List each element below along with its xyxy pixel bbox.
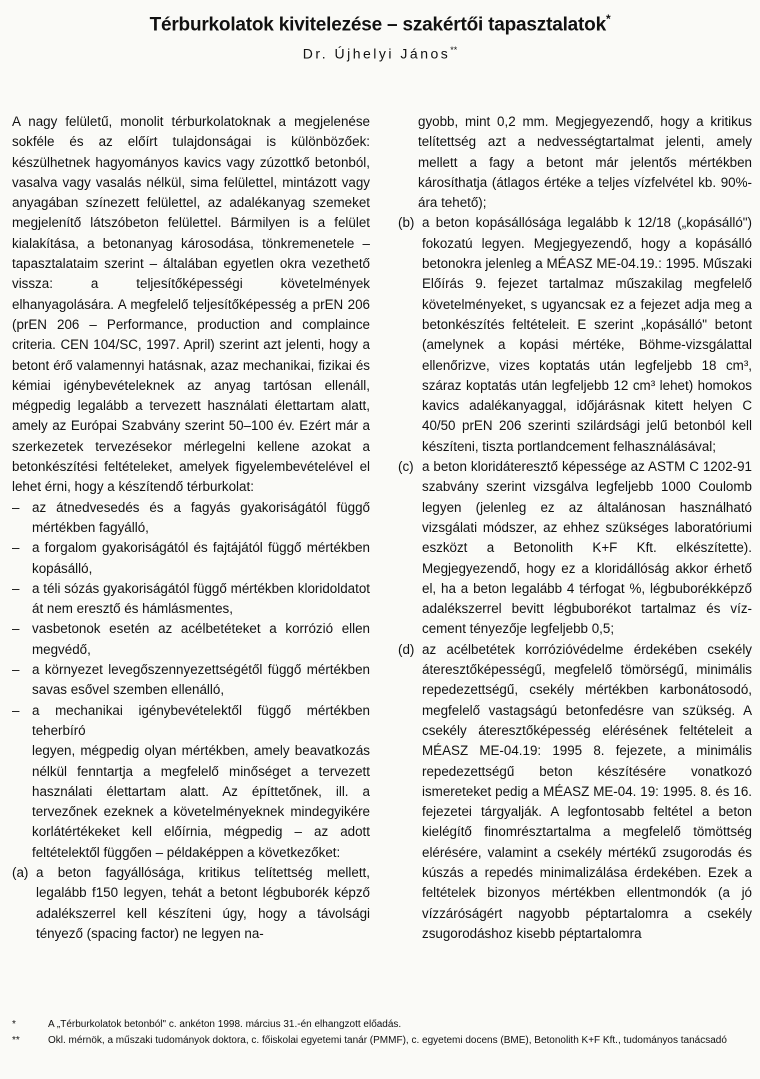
footnote <box>12 1034 757 1047</box>
right-column <box>398 112 752 944</box>
clause-d-text: az acélbetétek korrózióvédelme érdekében csekély áteresztőképességű, megfelelő tömörségű, minimális repedezettségű, csekély mértékben karbonátosodó, megfelelő vastagságú betonfedésre van szükség. A csekély áteresztőképesség elérésének feltételeit a MÉASZ ME-04.19: 1995 8. fejezete, a minimális repedezettségű beton készítésére vonatkozó ismereteket pedig a MÉASZ ME-04. 19: 1995. 8. és 16. fejezetei tárgyalják. A legfontosabb feltétel a beton kielégítő finomrésztartalma a megfelelő tömöttség elérésére, valamint a csekély mértékű zsugorodás és kúszás a repedés minimalizálása érdekében. Ezek a feltételek bizonyos mértékben ellentmondók (a jó vízzáróságért nagyobb péptartalomra a csekély zsugorodáshoz kisebb péptartalomra <box>422 641 752 941</box>
footnote-mark: * <box>12 1019 16 1030</box>
clause-b <box>398 213 752 457</box>
requirement-item: – a téli sózás gyakoriságától függő mértékben kloridoldatot át nem eresztő és hámlásmentes, <box>12 579 370 620</box>
requirement-item: – vasbetonok esetén az acélbetéteket a korrózió ellen megvédő, <box>12 619 370 660</box>
left-column <box>12 112 370 944</box>
page-title <box>0 12 760 36</box>
title-footnote-mark: * <box>605 12 611 26</box>
clause-c-text: a beton kloridáteresztő képessége az ASTM C 1202-91 szabvány szerint vizsgálva legfeljebb 1000 Coulomb legyen (jelenleg ez az általánosan használható vizsgálati módszer, az ehhez szükséges laboratóriumi eszközt a Betonolith K+F Kft. elkészítette). Megjegyezendő, hogy ez a kloridállóság akkor érhető el, ha a beton legalább 4 térfogat %, légbuborékképző adalékszerrel bevitt légbuborékot tartalmaz és víz-cement tényezője legfeljebb 0,5; <box>422 459 752 637</box>
clause-b-text: a beton kopásállósága legalább k 12/18 („kopásálló") fokozatú legyen. Megjegyezendő, hogy a kopásálló betonokra jelenleg a MÉASZ ME-04.19.: 1995. Műszaki Előírás 9. fejezet tartalmaz műszakilag megfelelő követelményeket, s ugyancsak ez a fejezet adja meg a betonkészítés feltételeit. E szerint „kopásálló" betont (amelynek a kopási mértéke, Böhme-vizsgálattal ellenőrizve, vizes koptatás után legfeljebb 18 cm³, száraz koptatás után legfeljebb 12 cm³ lehet) homokos kavics adalékanyaggal, időjárásnak kitett helyen C 40/50 prEN 206 szerinti szilárdsági jelű betonból kell készíteni, tiszta portlandcement felhasználásával; <box>422 215 752 454</box>
requirement-item: – a mechanikai igénybevételektől függő mértékben teherbíró <box>12 701 370 742</box>
author-footnote-mark: ** <box>450 45 458 55</box>
clause-a <box>12 863 370 944</box>
footnote-mark: ** <box>12 1035 20 1046</box>
clause-b-label: (b) <box>398 215 415 231</box>
clause-a-continuation: gyobb, mint 0,2 mm. Megjegyezendő, hogy a kritikus telítettség azt a nedvességtartalmat jelenti, amely mellett a fagy a betont már jelentős mértékben károsíthatja (átlagos értéke a teljes vízfelvétel kb. 90%-ára tehető); <box>418 114 752 211</box>
clause-a-text: a beton fagyállósága, kritikus telítettség mellett, legalább f150 legyen, tehát a betont légbuborék képző adalékszerrel kell készíteni úgy, hogy a távolsági tényező (spacing factor) ne legyen na- <box>36 864 370 941</box>
clause-d <box>398 640 752 944</box>
intro-paragraph: A nagy felületű, monolit térburkolatoknak a megjelenése sokféle és az előírt tulajdonságai is különbözőek: készülhetnek hagyományos kavics vagy zúzottkő betonból, vasalva vagy vasalás nélkül, sima felülettel, mintázott vagy anyagában színezett felülettel, az adalékanyag szemeket megjelenítő látszóbeton felülettel. Bármilyen is a felület kialakítása, a betonanyag károsodása, tönkremenetele – tapasztalataim szerint – általában egyetlen okra vezethető vissza: a teljesítőképességi követelmények elhanyagolására. A megfelelő teljesítőképesség a prEN 206 (prEN 206 – Performance, production and complaince criteria. CEN 104/SC, 1997. April) szerint azt jelenti, hogy a betont érő valamennyi hatásnak, azaz mechanikai, fizikai és kémiai igénybevételeknek az anyag tartósan ellenáll, mégpedig legalább a tervezett használati élettartam alatt, amely az Európai Szabvány szerint 50–100 év. Ezért már a szerkezetek tervezésekor mérlegelni kellene azokat a betonkészítési feltételeket, amelyek figyelembevételével el lehet érni, hogy a készítendő térburkolat: <box>12 114 370 495</box>
clause-d-label: (d) <box>398 641 415 657</box>
clause-c <box>398 457 752 640</box>
author-line <box>0 45 760 62</box>
clause-c-label: (c) <box>398 459 414 475</box>
requirement-item: – az átnedvesedés és a fagyás gyakoriságától függő mértékben fagyálló, <box>12 498 370 539</box>
footnote <box>12 1018 757 1031</box>
author-name: Dr. Újhelyi János <box>302 45 451 62</box>
requirement-item: – a forgalom gyakoriságától és fajtájától függő mértékben kopásálló, <box>12 538 370 579</box>
continuation-paragraph: legyen, mégpedig olyan mértékben, amely beavatkozás nélkül fenntartja a megfelelő minőséget a tervezett használati élettartam alatt. Az építtetőnek, ill. a tervezőnek ezeknek a követelményeknek mindegyikére korlátértékeket kell előírnia, mégpedig – az adott feltételektől függően – példaképpen a következőket: <box>32 743 370 860</box>
clause-a-label: (a) <box>12 864 29 880</box>
requirement-item: – a környezet levegőszennyezettségétől függő mértékben savas esővel szemben ellenálló, <box>12 660 370 701</box>
title-text: Térburkolatok kivitelezése – szakértői tapasztalatok <box>149 14 606 36</box>
footnote-text: A „Térburkolatok betonból" c. ankéton 1998. március 31.-én elhangzott előadás. <box>48 1019 402 1030</box>
footnote-text: Okl. mérnök, a műszaki tudományok doktora, c. főiskolai egyetemi tanár (PMMF), c. egyetemi docens (BME), Betonolith K+F Kft., tudományos tanácsadó <box>48 1035 727 1046</box>
